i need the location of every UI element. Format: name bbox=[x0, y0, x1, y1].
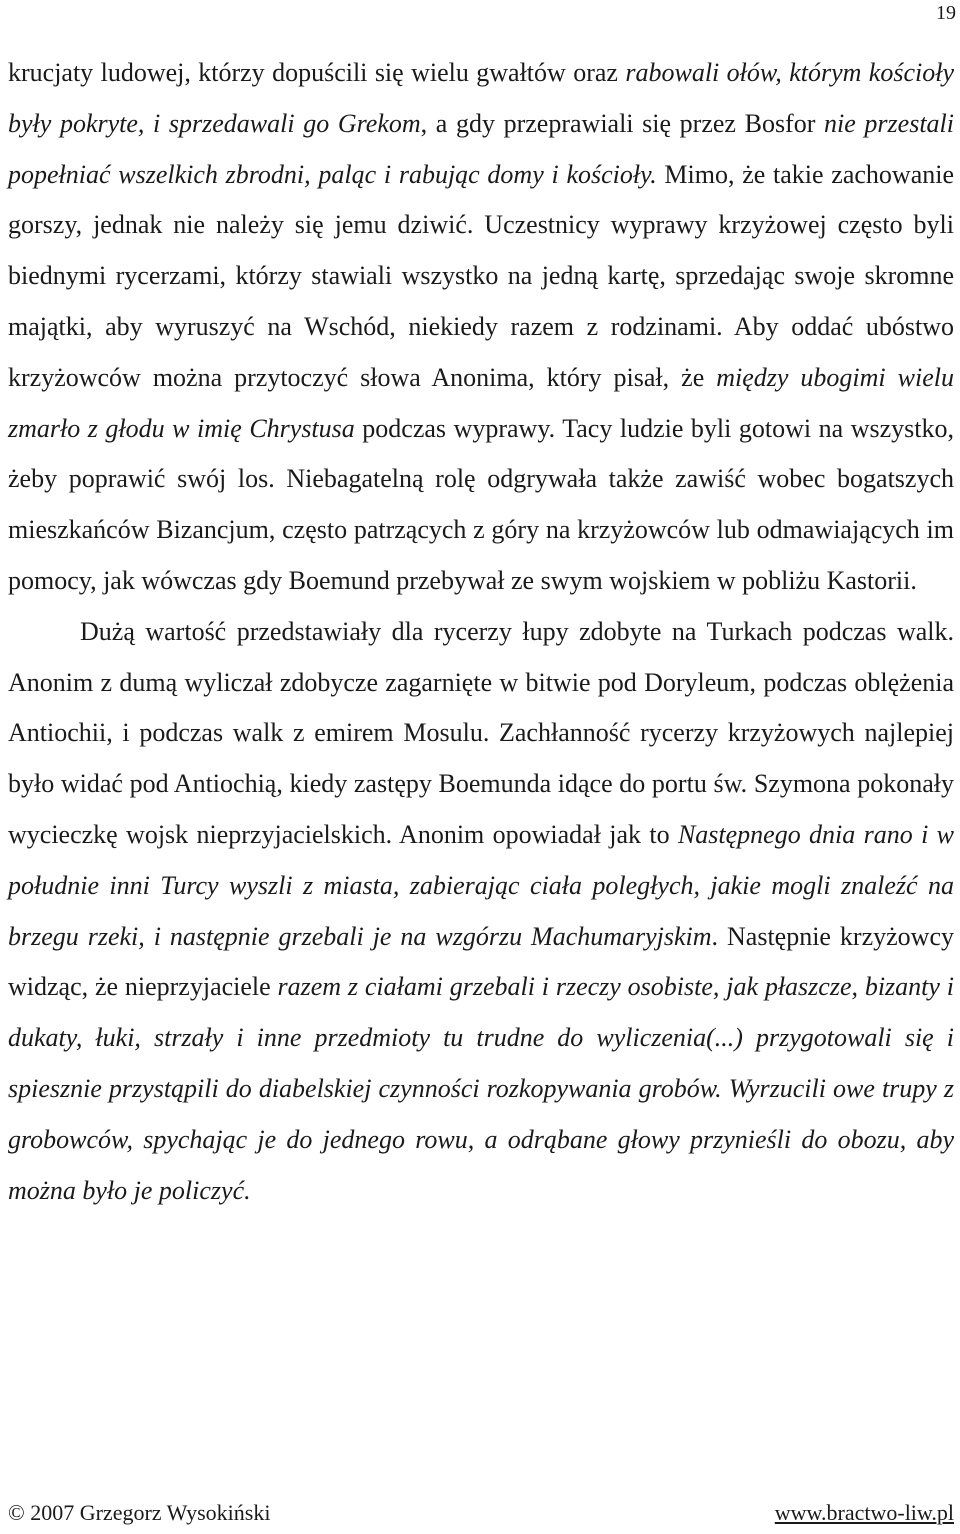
paragraph bbox=[8, 48, 954, 607]
text-run: . Następnie krzyżowcy widząc, że nieprzyjaciele bbox=[8, 921, 954, 1002]
document-body bbox=[8, 48, 954, 1216]
italic-quote: nie przestali popełniać wszelkich zbrodni, paląc i rabując domy i kościoły. bbox=[8, 108, 954, 189]
italic-quote: razem z ciałami grzebali i rzeczy osobiste, jak płaszcze, bizanty i dukaty, łuki, strzały i inne przedmioty tu trudne do wyliczenia(...) przygotowali się i spiesznie przystąpili do diabelskiej czynności rozkopywania grobów. Wyrzucili owe trupy z grobowców, spychając je do jednego rowu, a odrąbane głowy przynieśli do obozu, aby można było je policzyć. bbox=[8, 972, 954, 1205]
text-run: Dużą wartość przedstawiały dla rycerzy łupy zdobyte na Turkach podczas walk. Anonim z dumą wyliczał zdobycze zagarnięte w bitwie pod Doryleum, podczas oblężenia Antiochii, i podczas walk z emirem Mosulu. Zachłanność rycerzy krzyżowych najlepiej było widać pod Antiochią, kiedy zastępy Boemunda idące do portu św. Szymona pokonały wycieczkę wojsk nieprzyjacielskich. Anonim opowiadał jak to bbox=[8, 616, 954, 849]
footer-copyright: © 2007 Grzegorz Wysokiński bbox=[8, 1500, 271, 1525]
footer-website-link[interactable]: www.bractwo-liw.pl bbox=[774, 1500, 954, 1525]
page-footer bbox=[8, 1500, 954, 1526]
text-run: , a gdy przeprawiali się przez Bosfor bbox=[420, 108, 825, 138]
italic-quote: między ubogimi wielu zmarło z głodu w imię Chrystusa bbox=[8, 362, 954, 443]
italic-quote: Następnego dnia rano i w południe inni Turcy wyszli z miasta, zabierając ciała poległych, jakie mogli znaleźć na brzegu rzeki, i następnie grzebali je na wzgórzu Machumaryjskim bbox=[8, 819, 954, 951]
text-run: podczas wyprawy. Tacy ludzie byli gotowi na wszystko, żeby poprawić swój los. Niebagatelną rolę odgrywała także zawiść wobec bogatszych mieszkańców Bizancjum, często patrzących z góry na krzyżowców lub odmawiających im pomocy, jak wówczas gdy Boemund przebywał ze swym wojskiem w pobliżu Kastorii. bbox=[8, 413, 954, 595]
italic-quote: rabowali ołów, którym kościoły były pokryte, i sprzedawali go Grekom bbox=[8, 58, 954, 138]
text-run: Mimo, że takie zachowanie gorszy, jednak nie należy się jemu dziwić. Uczestnicy wyprawy krzyżowej często byli biednymi rycerzami, którzy stawiali wszystko na jedną kartę, sprzedając swoje skromne majątki, aby wyruszyć na Wschód, niekiedy razem z rodzinami. Aby oddać ubóstwo krzyżowców można przytoczyć słowa Anonima, który pisał, że bbox=[8, 159, 955, 392]
paragraph bbox=[8, 607, 954, 1217]
text-run: krucjaty ludowej, którzy dopuścili się wielu gwałtów oraz bbox=[8, 58, 626, 87]
page-number: 19 bbox=[936, 2, 956, 24]
